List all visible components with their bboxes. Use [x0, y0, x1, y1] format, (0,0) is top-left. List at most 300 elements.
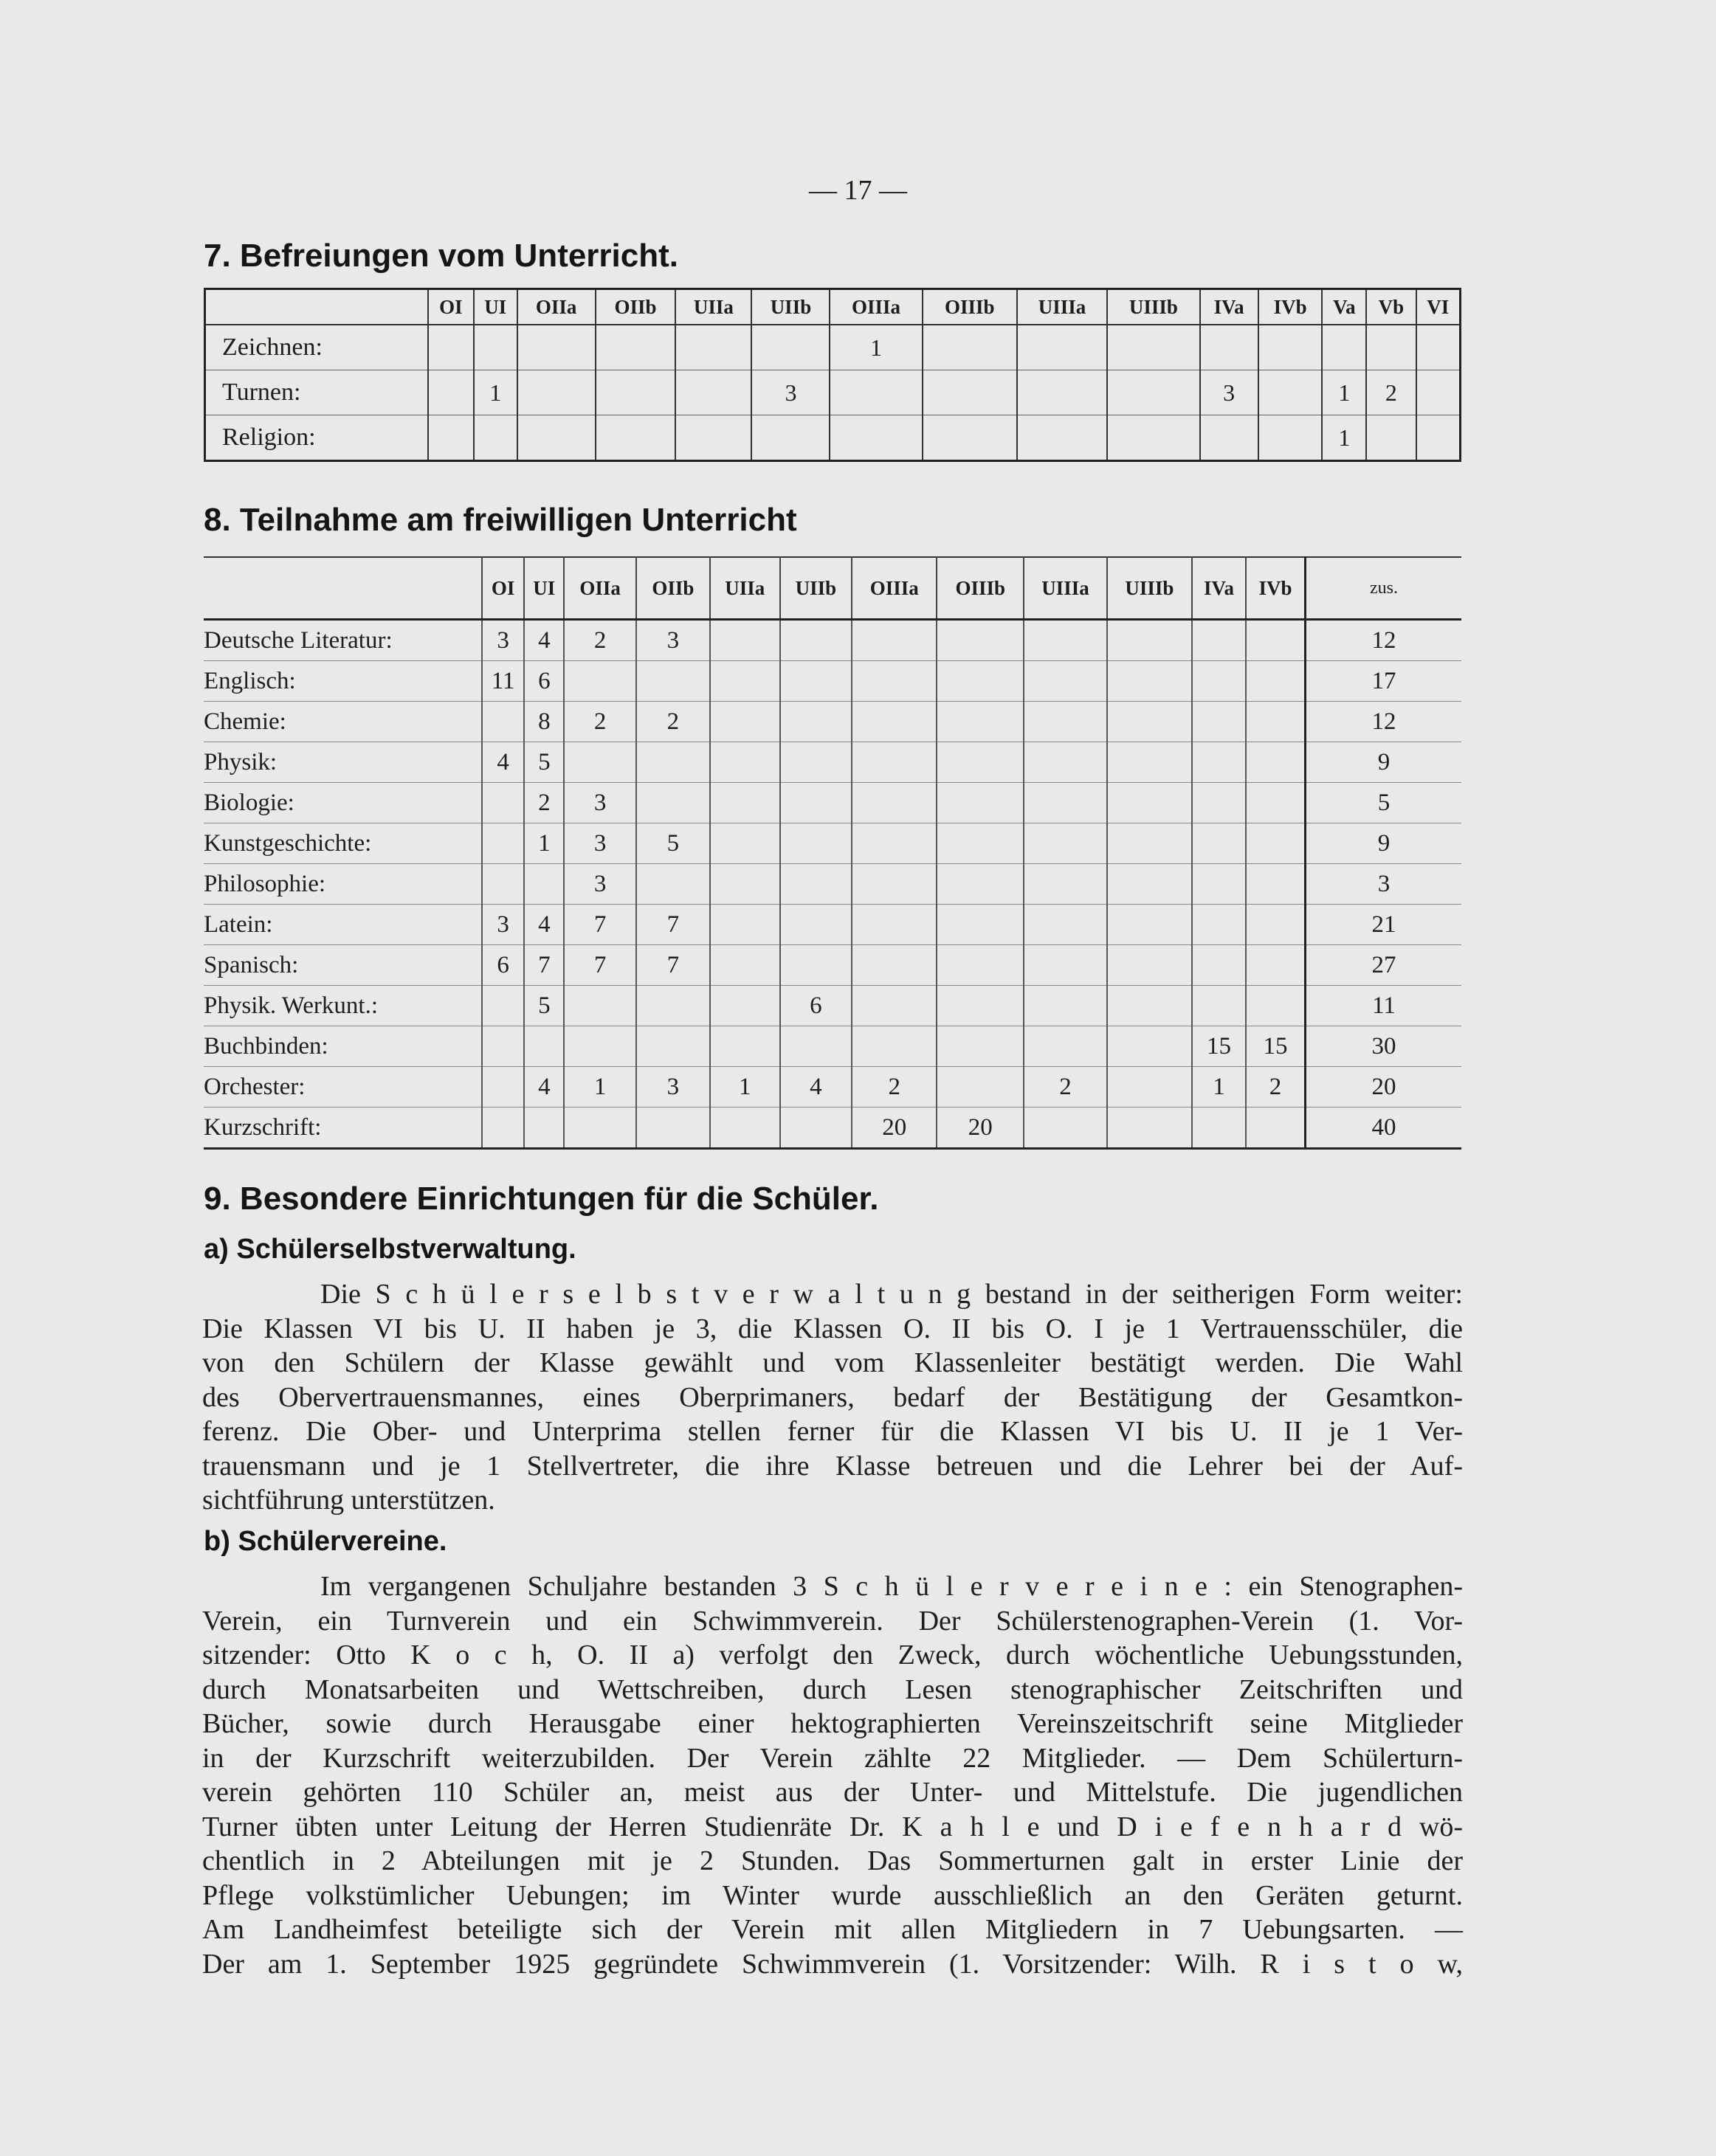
table-cell: [1192, 702, 1246, 742]
table-row: [204, 905, 1461, 945]
table-cell: [675, 415, 751, 461]
table-cell: [780, 702, 852, 742]
row-label-header: [205, 289, 429, 325]
table-cell: 20: [852, 1108, 937, 1149]
column-header: UIIa: [675, 289, 751, 325]
table-row: [204, 742, 1461, 783]
table-cell: 4: [524, 620, 564, 661]
table-cell: [852, 702, 937, 742]
row-total: 9: [1306, 742, 1462, 783]
text-line: Der am 1. September 1925 gegründete Schwimmverein (1. Vorsitzender: Wilh. R i s t o w,: [202, 1948, 1463, 1980]
table-cell: [1024, 1026, 1107, 1067]
column-header: OIIb: [596, 289, 676, 325]
row-label: Englisch:: [204, 661, 482, 702]
text-line: Die Klassen VI bis U. II haben je 3, die Klassen O. II bis O. I je 1 Vertrauensschüler, die: [202, 1313, 1463, 1344]
table-cell: [482, 864, 524, 905]
table-cell: 1: [1322, 415, 1366, 461]
text-line: Die S c h ü l e r s e l b s t v e r w a l t u n g bestand in der seitherigen Form weiter:: [320, 1279, 1463, 1310]
table-cell: [1246, 864, 1306, 905]
table-cell: [1246, 1108, 1306, 1149]
column-header: VI: [1416, 289, 1461, 325]
table-cell: [1192, 661, 1246, 702]
table-cell: 15: [1246, 1026, 1306, 1067]
column-header: Va: [1322, 289, 1366, 325]
row-total: 27: [1306, 945, 1462, 986]
column-header: OIIb: [636, 557, 710, 620]
column-header: UIIb: [780, 557, 852, 620]
table-cell: [1416, 370, 1461, 415]
table-cell: [1246, 702, 1306, 742]
table-cell: [636, 986, 710, 1026]
table-cell: [852, 823, 937, 864]
table-cell: [596, 325, 676, 370]
table-cell: [1024, 742, 1107, 783]
table-cell: [564, 986, 635, 1026]
table-cell: 2: [1366, 370, 1416, 415]
table-cell: 3: [636, 620, 710, 661]
table-row: [204, 661, 1461, 702]
table-cell: [780, 1026, 852, 1067]
text-line: Bücher, sowie durch Herausgabe einer hektographierten Vereinszeitschrift seine Mitglieder: [202, 1708, 1463, 1739]
table-cell: 6: [780, 986, 852, 1026]
text-line: durch Monatsarbeiten und Wettschreiben, durch Lesen stenographischer Zeitschriften und: [202, 1673, 1463, 1705]
table-row: [204, 783, 1461, 823]
table-cell: [1246, 620, 1306, 661]
column-header: UIIa: [710, 557, 780, 620]
table-cell: [1107, 905, 1192, 945]
text-line: Im vergangenen Schuljahre bestanden 3 S c h ü l e r v e r e i n e : ein Stenographen-: [320, 1571, 1463, 1602]
row-label: Orchester:: [204, 1067, 482, 1108]
text-line: verein gehörten 110 Schüler an, meist aus der Unter- und Mittelstufe. Die jugendlichen: [202, 1777, 1463, 1808]
table-cell: [937, 986, 1024, 1026]
table-cell: [482, 1026, 524, 1067]
table-cell: [1107, 1067, 1192, 1108]
table-cell: [636, 864, 710, 905]
table-cell: [1192, 986, 1246, 1026]
table-cell: 3: [482, 620, 524, 661]
table-cell: 1: [1192, 1067, 1246, 1108]
table-cell: [937, 945, 1024, 986]
table-cell: 7: [636, 905, 710, 945]
table-cell: [1246, 986, 1306, 1026]
table-cell: [675, 325, 751, 370]
column-header: IVb: [1258, 289, 1323, 325]
column-header: UI: [474, 289, 517, 325]
row-label: Zeichnen:: [205, 325, 429, 370]
row-total: 12: [1306, 620, 1462, 661]
table-cell: [780, 905, 852, 945]
table-row: [204, 945, 1461, 986]
table-cell: [1107, 370, 1199, 415]
row-label: Religion:: [205, 415, 429, 461]
section-9-heading: 9. Besondere Einrichtungen für die Schüler.: [204, 1181, 879, 1217]
table-cell: [1107, 415, 1199, 461]
table-cell: [1024, 783, 1107, 823]
text-line: Verein, ein Turnverein und ein Schwimmverein. Der Schülerstenographen-Verein (1. Vor-: [202, 1605, 1463, 1637]
table-cell: 2: [636, 702, 710, 742]
table-row: [204, 620, 1461, 661]
table-cell: [1246, 661, 1306, 702]
table-cell: [1024, 1108, 1107, 1149]
table-cell: [1258, 370, 1323, 415]
table-cell: [710, 702, 780, 742]
table-cell: [524, 1108, 564, 1149]
column-header: OIIIb: [923, 289, 1017, 325]
column-header: Vb: [1366, 289, 1416, 325]
table-cell: [1192, 783, 1246, 823]
table-cell: [482, 823, 524, 864]
table-cell: [710, 864, 780, 905]
table-cell: [517, 370, 596, 415]
table-cell: [1107, 702, 1192, 742]
row-label: Biologie:: [204, 783, 482, 823]
table-cell: 6: [524, 661, 564, 702]
table-cell: 3: [564, 864, 635, 905]
table-cell: [482, 1108, 524, 1149]
table-cell: [1024, 661, 1107, 702]
table-cell: 4: [482, 742, 524, 783]
table-cell: [937, 742, 1024, 783]
column-header: OIIa: [517, 289, 596, 325]
column-header: IVa: [1192, 557, 1246, 620]
table-cell: [428, 325, 474, 370]
table-cell: [428, 415, 474, 461]
subsection-b-heading: b) Schülervereine.: [204, 1526, 447, 1557]
table-cell: 4: [524, 905, 564, 945]
exemptions-header-row: [205, 289, 1461, 325]
voluntary-header-row: [204, 557, 1461, 620]
table-cell: 11: [482, 661, 524, 702]
column-header: UIIIb: [1107, 557, 1192, 620]
table-row: [204, 1067, 1461, 1108]
table-cell: 1: [710, 1067, 780, 1108]
table-cell: [675, 370, 751, 415]
exemptions-table: [204, 288, 1461, 462]
table-cell: [1246, 945, 1306, 986]
table-cell: [1024, 823, 1107, 864]
table-cell: 3: [482, 905, 524, 945]
table-cell: [1200, 325, 1258, 370]
table-cell: [1246, 783, 1306, 823]
table-cell: 1: [474, 370, 517, 415]
table-cell: 1: [830, 325, 922, 370]
row-total: 11: [1306, 986, 1462, 1026]
table-cell: 20: [937, 1108, 1024, 1149]
table-cell: [937, 661, 1024, 702]
table-cell: 5: [524, 986, 564, 1026]
total-column-header: zus.: [1306, 557, 1462, 620]
table-row: [204, 864, 1461, 905]
table-cell: [596, 370, 676, 415]
table-cell: 2: [564, 620, 635, 661]
table-cell: [482, 783, 524, 823]
table-cell: 3: [564, 783, 635, 823]
table-cell: [1258, 325, 1323, 370]
table-cell: 5: [636, 823, 710, 864]
section-7-heading: 7. Befreiungen vom Unterricht.: [204, 238, 679, 274]
text-line: sichtführung unterstützen.: [202, 1485, 495, 1516]
column-header: OIIIb: [937, 557, 1024, 620]
table-cell: [1024, 986, 1107, 1026]
table-cell: [1192, 742, 1246, 783]
column-header: UI: [524, 557, 564, 620]
table-cell: [1246, 742, 1306, 783]
column-header: OI: [428, 289, 474, 325]
table-cell: [636, 1108, 710, 1149]
table-row: [204, 702, 1461, 742]
row-label-header: [204, 557, 482, 620]
table-cell: [524, 864, 564, 905]
table-cell: [937, 1067, 1024, 1108]
table-cell: [780, 945, 852, 986]
table-cell: [1322, 325, 1366, 370]
table-cell: [710, 783, 780, 823]
table-cell: 7: [524, 945, 564, 986]
subsection-a-heading: a) Schülerselbstverwaltung.: [204, 1234, 576, 1265]
table-cell: [1107, 864, 1192, 905]
table-cell: [830, 415, 922, 461]
table-cell: [1107, 1026, 1192, 1067]
paragraph-student-clubs: [202, 1569, 1463, 1981]
table-cell: 7: [564, 945, 635, 986]
page-number: — 17 —: [809, 175, 907, 206]
column-header: OI: [482, 557, 524, 620]
table-cell: 3: [636, 1067, 710, 1108]
table-cell: [923, 415, 1017, 461]
table-cell: 2: [1024, 1067, 1107, 1108]
table-cell: [852, 945, 937, 986]
table-cell: [780, 783, 852, 823]
table-cell: [482, 702, 524, 742]
table-cell: [1107, 620, 1192, 661]
text-line: chentlich in 2 Abteilungen mit je 2 Stunden. Das Sommerturnen galt in erster Linie der: [202, 1845, 1463, 1876]
row-label: Latein:: [204, 905, 482, 945]
table-cell: [1017, 325, 1108, 370]
row-label: Philosophie:: [204, 864, 482, 905]
table-cell: [1192, 945, 1246, 986]
row-label: Chemie:: [204, 702, 482, 742]
text-line: in der Kurzschrift weiterzubilden. Der Verein zählte 22 Mitglieder. — Dem Schülerturn-: [202, 1742, 1463, 1774]
table-cell: [852, 864, 937, 905]
table-cell: [852, 620, 937, 661]
table-cell: 1: [1322, 370, 1366, 415]
text-line: trauensmann und je 1 Stellvertreter, die ihre Klasse betreuen und die Lehrer bei der Auf-: [202, 1450, 1463, 1482]
column-header: IVb: [1246, 557, 1306, 620]
table-cell: [564, 742, 635, 783]
row-label: Kurzschrift:: [204, 1108, 482, 1149]
table-cell: [564, 1026, 635, 1067]
table-cell: [1107, 783, 1192, 823]
table-cell: [564, 661, 635, 702]
row-total: 12: [1306, 702, 1462, 742]
table-cell: [852, 742, 937, 783]
table-cell: 4: [780, 1067, 852, 1108]
table-cell: [1192, 864, 1246, 905]
row-total: 21: [1306, 905, 1462, 945]
table-cell: [636, 661, 710, 702]
row-total: 17: [1306, 661, 1462, 702]
table-cell: [1366, 415, 1416, 461]
table-cell: 2: [1246, 1067, 1306, 1108]
table-cell: 15: [1192, 1026, 1246, 1067]
table-cell: [830, 370, 922, 415]
row-total: 30: [1306, 1026, 1462, 1067]
table-cell: [937, 1026, 1024, 1067]
table-cell: [780, 620, 852, 661]
column-header: OIIa: [564, 557, 635, 620]
table-cell: [1192, 620, 1246, 661]
text-line: Am Landheimfest beteiligte sich der Verein mit allen Mitgliedern in 7 Uebungsarten. —: [202, 1914, 1463, 1945]
table-cell: [1192, 905, 1246, 945]
table-cell: [710, 905, 780, 945]
table-cell: [923, 370, 1017, 415]
row-label: Turnen:: [205, 370, 429, 415]
table-cell: [710, 620, 780, 661]
table-cell: [710, 986, 780, 1026]
text-line: von den Schülern der Klasse gewählt und vom Klassenleiter bestätigt werden. Die Wahl: [202, 1347, 1463, 1378]
column-header: IVa: [1200, 289, 1258, 325]
table-cell: [710, 1026, 780, 1067]
table-cell: [1107, 661, 1192, 702]
table-cell: [780, 823, 852, 864]
row-total: 20: [1306, 1067, 1462, 1108]
table-cell: [937, 620, 1024, 661]
table-cell: [1192, 1108, 1246, 1149]
table-cell: 3: [751, 370, 830, 415]
table-cell: [1107, 742, 1192, 783]
table-row: [204, 1108, 1461, 1149]
table-cell: 2: [524, 783, 564, 823]
table-cell: 7: [636, 945, 710, 986]
table-cell: [636, 1026, 710, 1067]
text-line: Pflege volkstümlicher Uebungen; im Winter wurde ausschließlich an den Geräten geturnt.: [202, 1879, 1463, 1911]
table-cell: [636, 742, 710, 783]
table-cell: [596, 415, 676, 461]
table-row: [204, 986, 1461, 1026]
table-cell: [780, 1108, 852, 1149]
paragraph-self-administration: [202, 1277, 1463, 1518]
table-cell: [1416, 325, 1461, 370]
text-line: des Obervertrauensmannes, eines Oberprimaners, bedarf der Bestätigung der Gesamtkon-: [202, 1381, 1463, 1413]
voluntary-classes-table: [204, 556, 1461, 1150]
table-cell: 1: [524, 823, 564, 864]
table-cell: 6: [482, 945, 524, 986]
table-cell: [517, 325, 596, 370]
text-line: ferenz. Die Ober- und Unterprima stellen ferner für die Klassen VI bis U. II je 1 Ver-: [202, 1416, 1463, 1447]
table-cell: [852, 1026, 937, 1067]
table-cell: [852, 783, 937, 823]
row-total: 5: [1306, 783, 1462, 823]
table-cell: 5: [524, 742, 564, 783]
table-cell: 4: [524, 1067, 564, 1108]
table-cell: [1246, 823, 1306, 864]
table-cell: [1017, 415, 1108, 461]
table-cell: 2: [564, 702, 635, 742]
table-cell: [1024, 702, 1107, 742]
table-cell: [1024, 945, 1107, 986]
column-header: OIIIa: [830, 289, 922, 325]
column-header: OIIIa: [852, 557, 937, 620]
table-cell: 3: [1200, 370, 1258, 415]
row-label: Physik. Werkunt.:: [204, 986, 482, 1026]
row-total: 40: [1306, 1108, 1462, 1149]
row-total: 9: [1306, 823, 1462, 864]
table-cell: [852, 986, 937, 1026]
table-cell: [852, 661, 937, 702]
table-cell: [710, 945, 780, 986]
column-header: UIIb: [751, 289, 830, 325]
table-cell: [1024, 620, 1107, 661]
table-cell: [482, 986, 524, 1026]
table-cell: [517, 415, 596, 461]
table-cell: [937, 905, 1024, 945]
table-cell: [710, 661, 780, 702]
table-row: [204, 823, 1461, 864]
table-cell: 1: [564, 1067, 635, 1108]
table-cell: [1024, 864, 1107, 905]
table-cell: [1258, 415, 1323, 461]
table-cell: [1017, 370, 1108, 415]
table-row: [204, 1026, 1461, 1067]
table-cell: [780, 661, 852, 702]
table-row: [205, 325, 1461, 370]
table-cell: [710, 1108, 780, 1149]
column-header: UIIIb: [1107, 289, 1199, 325]
table-cell: [937, 864, 1024, 905]
table-cell: [710, 742, 780, 783]
table-cell: [780, 742, 852, 783]
table-row: [205, 370, 1461, 415]
table-cell: 7: [564, 905, 635, 945]
table-cell: [1366, 325, 1416, 370]
table-cell: 2: [852, 1067, 937, 1108]
table-cell: [428, 370, 474, 415]
table-cell: [1246, 905, 1306, 945]
table-cell: [1107, 325, 1199, 370]
table-cell: [923, 325, 1017, 370]
table-cell: [524, 1026, 564, 1067]
table-cell: [710, 823, 780, 864]
table-cell: 3: [564, 823, 635, 864]
text-line: sitzender: Otto K o c h, O. II a) verfolgt den Zweck, durch wöchentliche Uebungsstunden,: [202, 1640, 1463, 1670]
table-cell: [1107, 945, 1192, 986]
row-label: Physik:: [204, 742, 482, 783]
table-cell: 8: [524, 702, 564, 742]
table-cell: [1024, 905, 1107, 945]
table-cell: [1107, 1108, 1192, 1149]
table-cell: [474, 415, 517, 461]
section-8-heading: 8. Teilnahme am freiwilligen Unterricht: [204, 502, 797, 538]
table-row: [205, 415, 1461, 461]
table-cell: [751, 325, 830, 370]
table-cell: [937, 783, 1024, 823]
text-line: Turner übten unter Leitung der Herren Studienräte Dr. K a h l e und D i e f e n h a r d wö-: [202, 1811, 1463, 1842]
table-cell: [564, 1108, 635, 1149]
table-cell: [937, 702, 1024, 742]
table-cell: [1192, 823, 1246, 864]
table-cell: [474, 325, 517, 370]
column-header: UIIIa: [1017, 289, 1108, 325]
row-label: Buchbinden:: [204, 1026, 482, 1067]
column-header: UIIIa: [1024, 557, 1107, 620]
table-cell: [1416, 415, 1461, 461]
table-cell: [1200, 415, 1258, 461]
table-cell: [780, 864, 852, 905]
table-cell: [636, 783, 710, 823]
row-label: Deutsche Literatur:: [204, 620, 482, 661]
table-cell: [1107, 986, 1192, 1026]
row-label: Spanisch:: [204, 945, 482, 986]
